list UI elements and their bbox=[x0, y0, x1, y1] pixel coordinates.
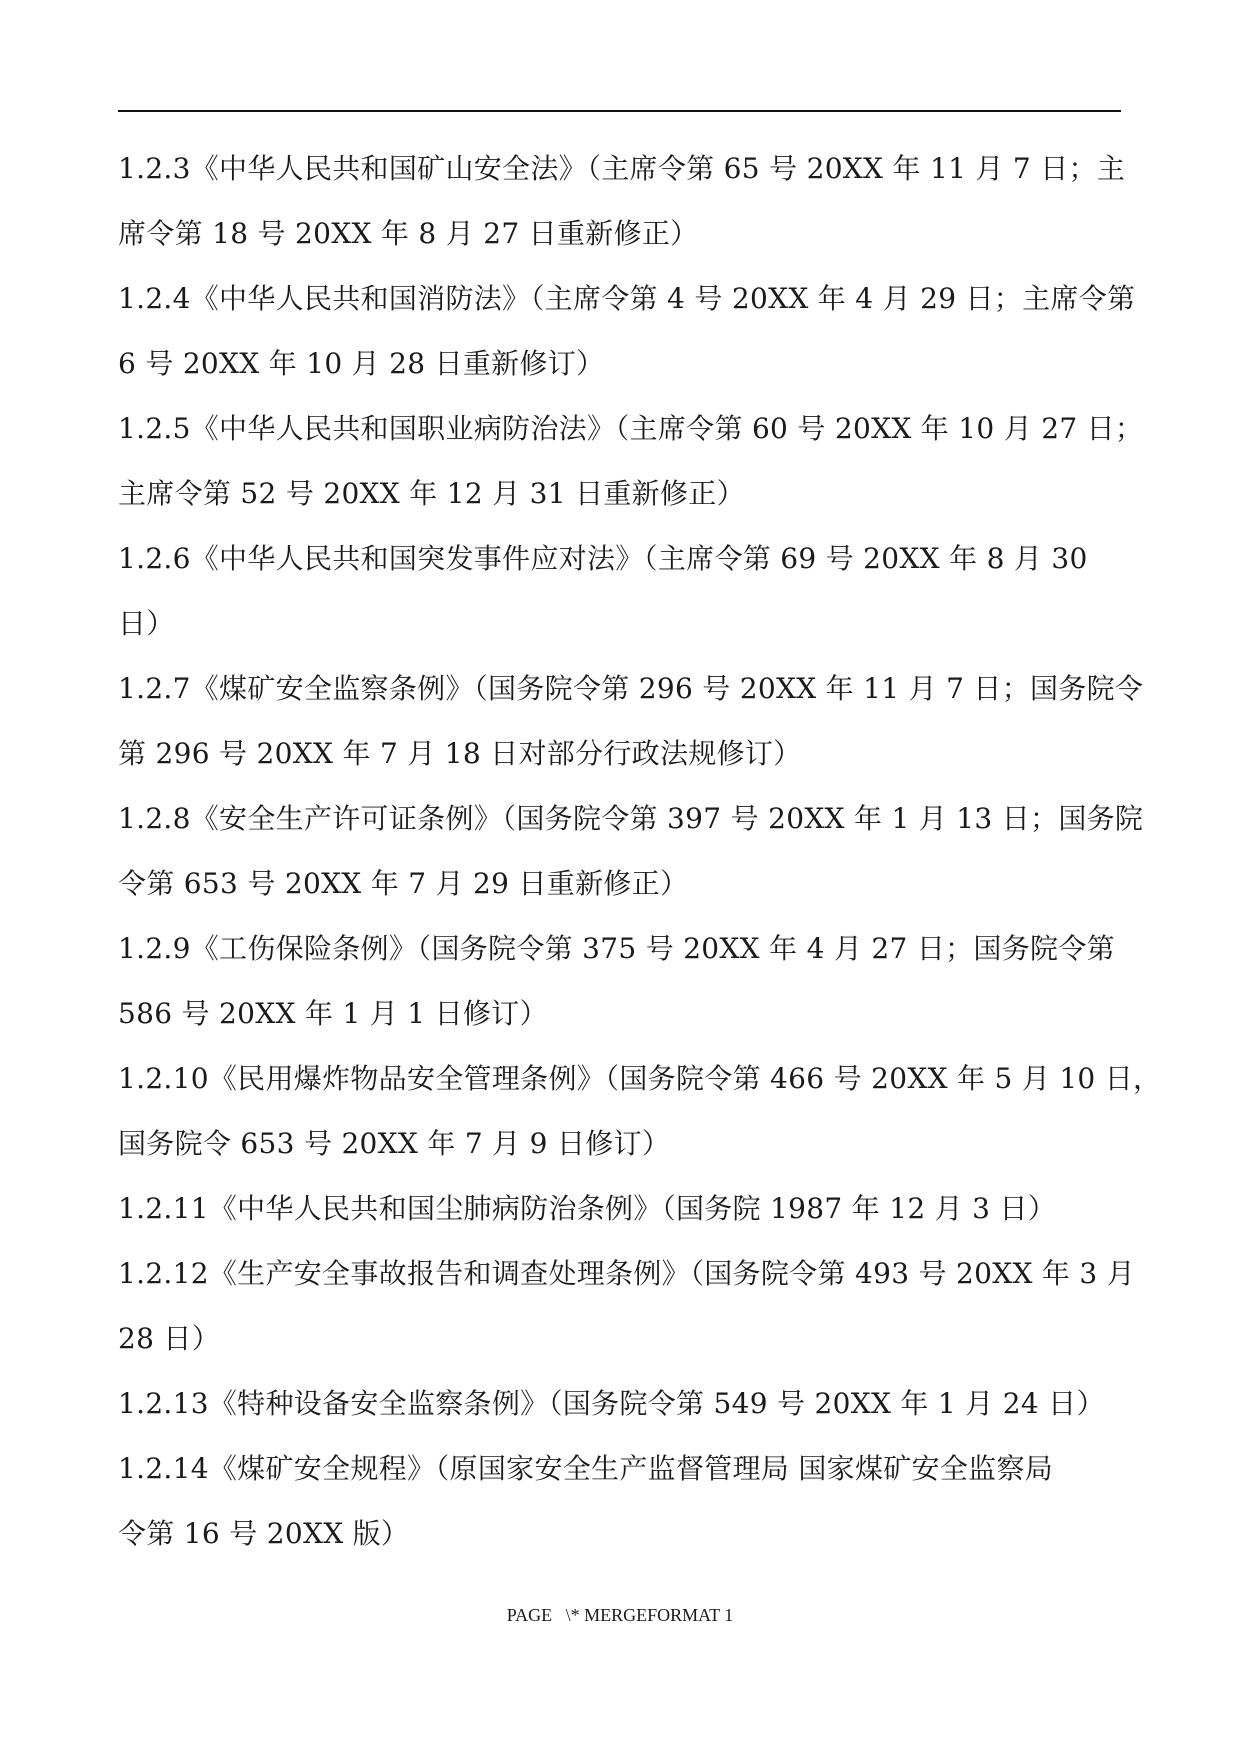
clause-line: 1.2.10《民用爆炸物品安全管理条例》（国务院令第 466 号 20XX 年 5 月 10 日， bbox=[118, 1062, 1162, 1095]
clause-line: 1.2.8《安全生产许可证条例》（国务院令第 397 号 20XX 年 1 月 13 日；国务院 bbox=[118, 802, 1144, 835]
clause-1-2-9 bbox=[118, 916, 1128, 1046]
clause-line: 令第 653 号 20XX 年 7 月 29 日重新修正） bbox=[118, 867, 689, 900]
clause-line: 6 号 20XX 年 10 月 28 日重新修订） bbox=[118, 347, 605, 380]
clause-line: 1.2.7《煤矿安全监察条例》（国务院令第 296 号 20XX 年 11 月 7 日；国务院令 bbox=[118, 672, 1144, 705]
clause-line: 1.2.3《中华人民共和国矿山安全法》（主席令第 65 号 20XX 年 11 月 7 日；主 bbox=[118, 152, 1126, 185]
clause-1-2-3 bbox=[118, 136, 1128, 266]
clause-line: 1.2.12《生产安全事故报告和调查处理条例》（国务院令第 493 号 20XX 年 3 月 bbox=[118, 1257, 1136, 1290]
clause-1-2-11 bbox=[118, 1176, 1128, 1241]
clause-line: 席令第 18 号 20XX 年 8 月 27 日重新修正） bbox=[118, 217, 699, 250]
clause-line: 1.2.13《特种设备安全监察条例》（国务院令第 549 号 20XX 年 1 月 24 日） bbox=[118, 1387, 1105, 1420]
clause-line: 1.2.9《工伤保险条例》（国务院令第 375 号 20XX 年 4 月 27 日；国务院令第 bbox=[118, 932, 1115, 965]
clause-line: 1.2.4《中华人民共和国消防法》（主席令第 4 号 20XX 年 4 月 29 日；主席令第 bbox=[118, 282, 1136, 315]
clause-line: 日） bbox=[118, 607, 175, 640]
page-footer-field: PAGE \* MERGEFORMAT 1 bbox=[506, 1605, 734, 1625]
clause-line: 1.2.14《煤矿安全规程》（原国家安全生产监督管理局 国家煤矿安全监察局 bbox=[118, 1452, 1054, 1485]
clause-1-2-8 bbox=[118, 786, 1144, 916]
clause-1-2-4 bbox=[118, 266, 1136, 396]
clause-1-2-14 bbox=[118, 1436, 1128, 1566]
clause-line: 1.2.6《中华人民共和国突发事件应对法》（主席令第 69 号 20XX 年 8 月 30 bbox=[118, 542, 1088, 575]
clause-line: 令第 16 号 20XX 版） bbox=[118, 1517, 410, 1550]
clause-line: 28 日） bbox=[118, 1322, 221, 1355]
clause-1-2-6 bbox=[118, 526, 1128, 656]
header-rule bbox=[118, 110, 1121, 112]
clause-line: 586 号 20XX 年 1 月 1 日修订） bbox=[118, 997, 548, 1030]
clause-1-2-12 bbox=[118, 1241, 1136, 1371]
clause-line: 第 296 号 20XX 年 7 月 18 日对部分行政法规修订） bbox=[118, 737, 802, 770]
clause-line: 1.2.5《中华人民共和国职业病防治法》（主席令第 60 号 20XX 年 10 月 27 日； bbox=[118, 412, 1144, 445]
regulation-list bbox=[118, 136, 1162, 1566]
clause-line: 国务院令 653 号 20XX 年 7 月 9 日修订） bbox=[118, 1127, 671, 1160]
clause-line: 主席令第 52 号 20XX 年 12 月 31 日重新修正） bbox=[118, 477, 745, 510]
clause-1-2-13 bbox=[118, 1371, 1128, 1436]
clause-1-2-10 bbox=[118, 1046, 1162, 1176]
clause-1-2-7 bbox=[118, 656, 1144, 786]
clause-1-2-5 bbox=[118, 396, 1144, 526]
clause-line: 1.2.11《中华人民共和国尘肺病防治条例》（国务院 1987 年 12 月 3 日） bbox=[118, 1192, 1057, 1225]
